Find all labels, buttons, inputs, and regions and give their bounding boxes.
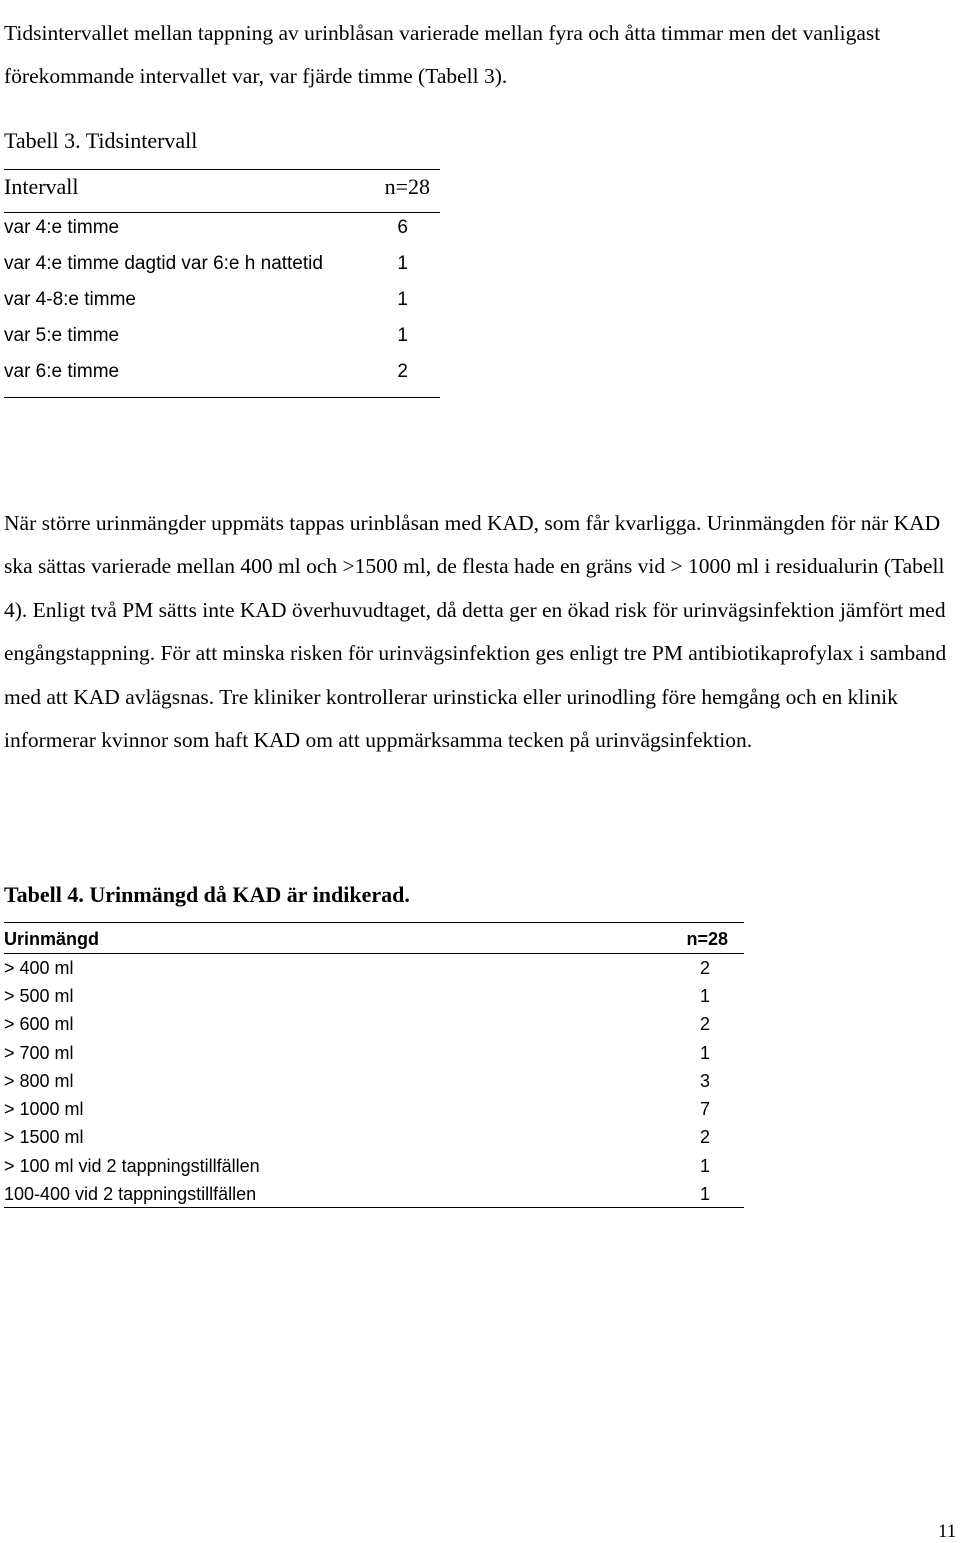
table3-row-value: 2: [397, 361, 408, 382]
table4-row-label: > 100 ml vid 2 tappningstillfällen: [4, 1156, 260, 1176]
table4-row-value: 2: [699, 1127, 710, 1147]
table4-top-rule: [4, 922, 744, 923]
table3-row: [4, 249, 408, 279]
table4-row-label: > 800 ml: [4, 1071, 74, 1091]
table4-row: [4, 1068, 710, 1094]
table4-row: [4, 1096, 710, 1122]
table4-row: [4, 1124, 710, 1150]
table3-header-label: Intervall: [4, 174, 79, 199]
table3-row: [4, 213, 408, 243]
table3-header: [4, 172, 430, 202]
intro-paragraph: Tidsintervallet mellan tappning av urinblåsan varierade mellan fyra och åtta timmar men det vanligast förekommande intervallet var, var fjärde timme (Tabell 3).: [4, 20, 881, 88]
table4-row-value: 3: [699, 1071, 710, 1091]
table3-row-label: var 4:e timme dagtid var 6:e h nattetid: [4, 253, 323, 274]
table4-row-value: 1: [699, 1156, 710, 1176]
table3-row-value: 1: [397, 325, 408, 346]
page-number: 11: [938, 1521, 957, 1542]
table3-row: [4, 357, 408, 387]
body-paragraph: När större urinmängder uppmäts tappas urinblåsan med KAD, som får kvarligga. Urinmängden för när KAD ska sättas varierade mellan 400 ml och >1500 ml, de flesta hade en gräns vid > 1000 ml i residualurin (Tabell 4). Enligt två PM sätts inte KAD överhuvudtaget, då detta ger en ökad risk för urinvägsinfektion jämfört med engångstappning. För att minska risken för urinvägsinfektion ges enligt tre PM antibiotikaprofylax i samband med att KAD avlägsnas. Tre kliniker kontrollerar urinsticka eller urinodling före hemgång och en klinik informerar kvinnor som haft KAD om att uppmärksamma tecken på urinvägsinfektion.: [4, 510, 947, 752]
table4-header-value: n=28: [686, 929, 728, 949]
table3-row: [4, 321, 408, 351]
table3-header-value: n=28: [384, 174, 430, 199]
table4-row-label: > 700 ml: [4, 1043, 74, 1063]
table4-row-value: 2: [699, 958, 710, 978]
table4-row-value: 1: [699, 986, 710, 1006]
table3-row-label: var 5:e timme: [4, 325, 120, 346]
table4-row-label: > 1500 ml: [4, 1127, 84, 1147]
table4-header-label: Urinmängd: [4, 929, 100, 949]
table4-row-value: 1: [699, 1043, 710, 1063]
table4-row-label: > 500 ml: [4, 986, 74, 1006]
table4-row-value: 2: [699, 1014, 710, 1034]
table3-row-label: var 4-8:e timme: [4, 289, 136, 310]
table3-bottom-rule: [4, 397, 440, 398]
table3-row-value: 1: [397, 289, 408, 310]
table4-row: [4, 983, 710, 1009]
table4-row-label: > 400 ml: [4, 958, 74, 978]
table4-row: [4, 1011, 710, 1037]
table4-caption: Tabell 4. Urinmängd då KAD är indikerad.: [4, 882, 410, 907]
table4-row-label: > 600 ml: [4, 1014, 74, 1034]
table4-header: [4, 926, 728, 952]
table4-row: [4, 1181, 710, 1207]
table4-row: [4, 1040, 710, 1066]
table3-row-label: var 4:e timme: [4, 217, 120, 238]
table4-row-label: 100-400 vid 2 tappningstillfällen: [4, 1184, 257, 1204]
table3-caption: Tabell 3. Tidsintervall: [4, 128, 198, 153]
table3-row: [4, 285, 408, 315]
table3-top-rule: [4, 169, 440, 170]
table3-row-label: var 6:e timme: [4, 361, 120, 382]
table3-row-value: 6: [397, 217, 408, 238]
table3-row-value: 1: [397, 253, 408, 274]
table4-row-label: > 1000 ml: [4, 1099, 84, 1119]
table4-header-rule: [4, 953, 744, 954]
table4-bottom-rule: [4, 1207, 744, 1208]
table4-row: [4, 955, 710, 981]
table4-row-value: 7: [699, 1099, 710, 1119]
table4-row-value: 1: [699, 1184, 710, 1204]
table4-row: [4, 1153, 710, 1179]
